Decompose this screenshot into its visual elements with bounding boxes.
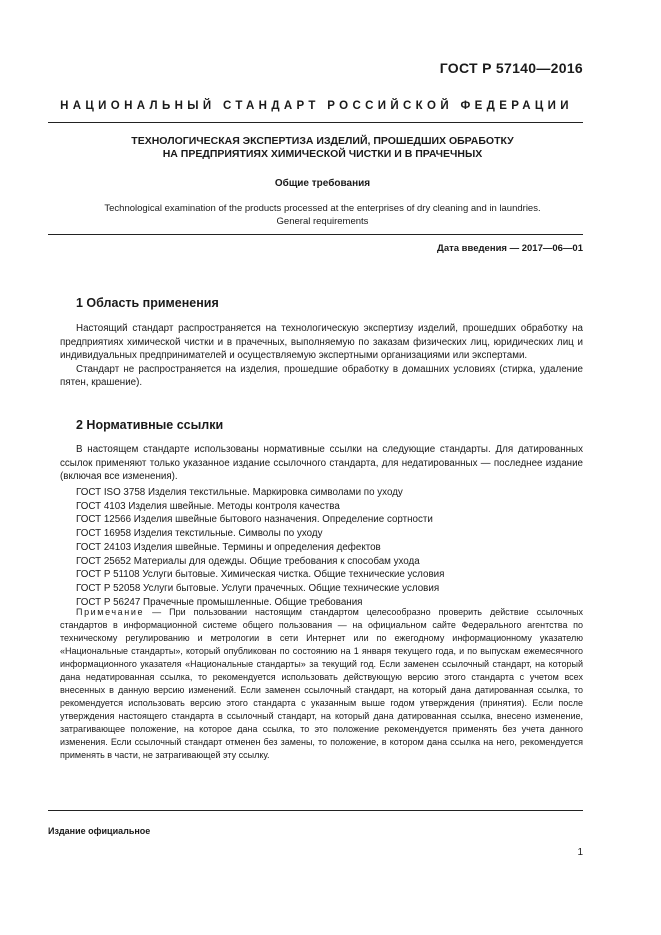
document-id: ГОСТ Р 57140—2016 <box>439 60 583 76</box>
note-block <box>60 606 583 762</box>
note-text: — При пользовании настоящим стандартом целесообразно проверить действие ссылочных стандартов в информационной системе общего пользования — на официальном сайте Федерального агентства по техническому регулированию и метрологии в сети Интернет или по ежегодному информационному указателю «Национальные стандарты», который опубликован по состоянию на 1 января текущего года, и по выпускам ежемесячного информационного указателя «Национальные стандарты» за текущий год. Если заменен ссылочный стандарт, на который дана недатированная ссылка, то рекомендуется использовать действующую версию этого стандарта с учетом всех внесенных в данную версию изменений. Если заменен ссылочный стандарт, на который дана датированная ссылка, то рекомендуется использовать версию этого стандарта с указанным выше годом утверждения (принятия). Если после утверждения настоящего стандарта в ссылочный стандарт, на который дана датированная ссылка, внесено изменение, затрагивающее положение, на которое дана ссылка, то это положение рекомендуется применять без учета данного изменения. Если ссылочный стандарт отменен без замены, то положение, в котором дана ссылка на него, рекомендуется применять в части, не затрагивающей эту ссылку. <box>60 607 583 760</box>
reference-item: ГОСТ 24103 Изделия швейные. Термины и определения дефектов <box>76 541 381 553</box>
title-rule <box>48 234 583 235</box>
page-number: 1 <box>577 847 583 858</box>
national-standard-banner: НАЦИОНАЛЬНЫЙ СТАНДАРТ РОССИЙСКОЙ ФЕДЕРАЦИИ <box>60 100 573 112</box>
footer-rule <box>48 810 583 811</box>
note-paragraph <box>60 606 583 762</box>
english-title-line-1: Technological examination of the products processed at the enterprises of dry cleaning and in laundries. <box>104 203 541 214</box>
reference-item: ГОСТ 12566 Изделия швейные бытового назначения. Определение сортности <box>76 514 433 526</box>
banner-rule <box>48 122 583 123</box>
reference-item: ГОСТ 16958 Изделия текстильные. Символы по уходу <box>76 528 323 540</box>
title-line-1: ТЕХНОЛОГИЧЕСКАЯ ЭКСПЕРТИЗА ИЗДЕЛИЙ, ПРОШЕДШИХ ОБРАБОТКУ <box>131 135 514 147</box>
section-2-heading: 2 Нормативные ссылки <box>76 418 224 432</box>
english-title-line-2: General requirements <box>276 216 369 227</box>
reference-item: ГОСТ Р 56247 Прачечные промышленные. Общие требования <box>76 596 363 608</box>
english-title <box>60 202 585 228</box>
document-title <box>60 135 585 161</box>
section-2-body <box>60 443 583 484</box>
reference-list <box>76 486 444 609</box>
section-2-paragraph-1: В настоящем стандарте использованы нормативные ссылки на следующие стандарты. Для датированных ссылок применяют только указанное издание ссылочного стандарта, для недатированных — последнее издание (включая все изменения). <box>60 444 583 483</box>
reference-item: ГОСТ 4103 Изделия швейные. Методы контроля качества <box>76 500 340 512</box>
title-line-2: НА ПРЕДПРИЯТИЯХ ХИМИЧЕСКОЙ ЧИСТКИ И В ПРАЧЕЧНЫХ <box>162 148 483 160</box>
section-1-paragraph-2: Стандарт не распространяется на изделия, прошедшие обработку в домашних условиях (стирка, удаление пятен, крашение). <box>60 363 583 389</box>
introduction-date: Дата введения — 2017—06—01 <box>437 243 583 254</box>
note-label: Примечание <box>76 607 145 617</box>
section-1-heading: 1 Область применения <box>76 296 219 310</box>
reference-item: ГОСТ 25652 Материалы для одежды. Общие требования к способам ухода <box>76 555 420 567</box>
section-1-body <box>60 322 583 390</box>
reference-item: ГОСТ ISO 3758 Изделия текстильные. Маркировка символами по уходу <box>76 487 403 498</box>
reference-item: ГОСТ Р 52058 Услуги бытовые. Услуги прачечных. Общие технические условия <box>76 582 440 594</box>
reference-item: ГОСТ Р 51108 Услуги бытовые. Химическая чистка. Общие технические условия <box>76 569 445 581</box>
official-edition-label: Издание официальное <box>48 826 151 836</box>
document-subtitle: Общие требования <box>274 178 371 189</box>
section-1-paragraph-1: Настоящий стандарт распространяется на технологическую экспертизу изделий, прошедших обработку на предприятиях химической чистки и в прачечных, выполняемую по заказам физических лиц, юридических лиц и индивидуальных предпринимателей и осуществляемую экспертными организациями или экспертами. <box>60 323 583 362</box>
